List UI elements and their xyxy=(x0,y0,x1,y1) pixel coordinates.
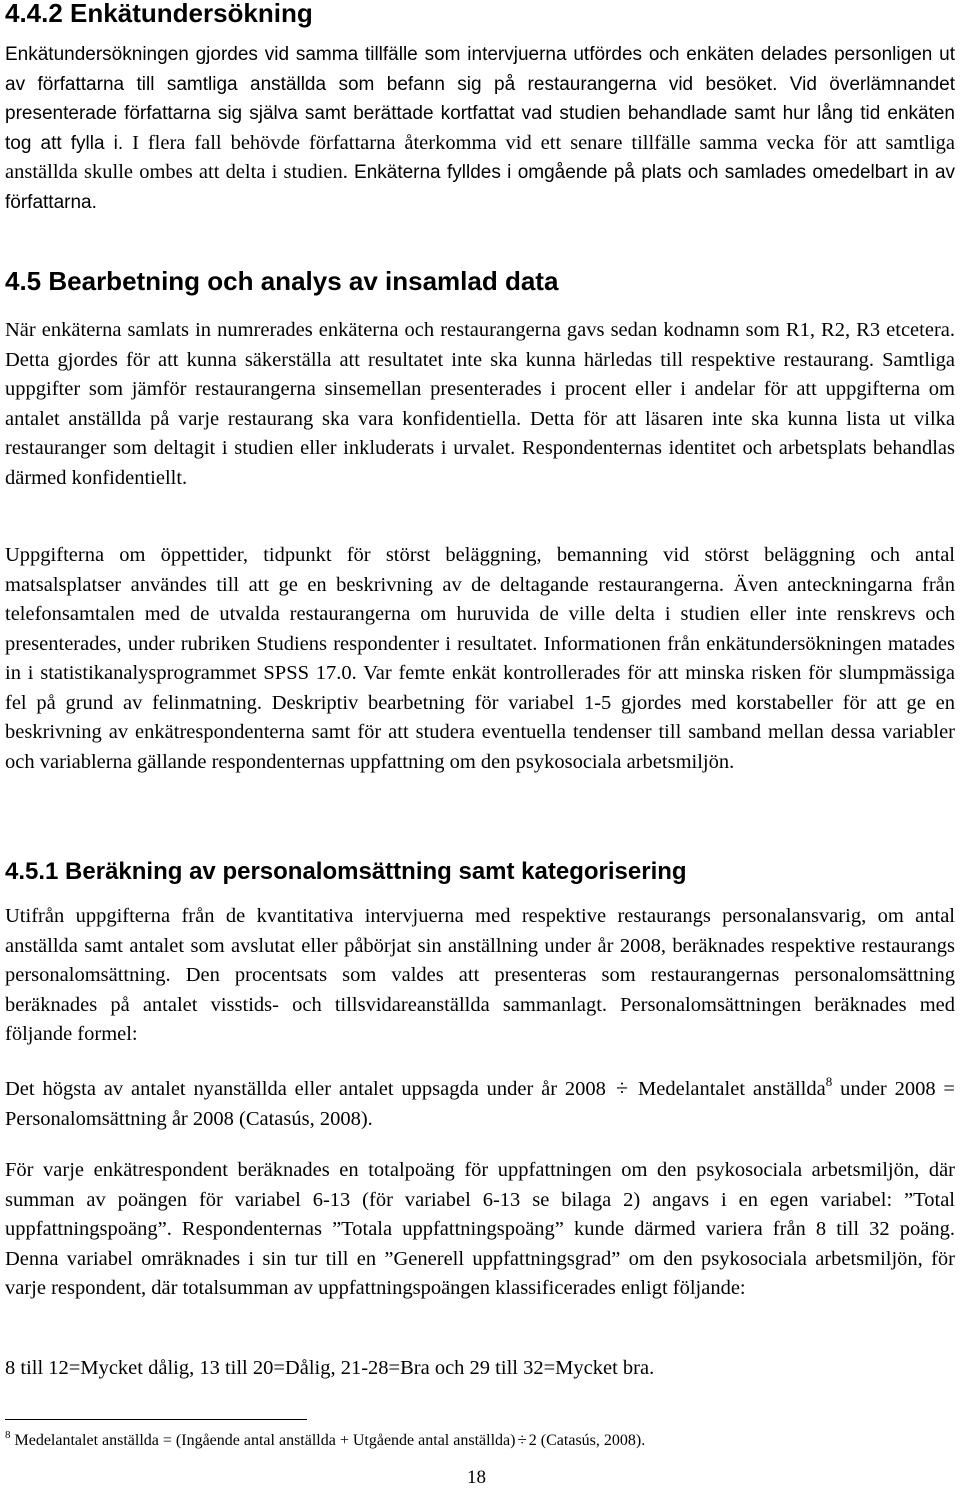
paragraph-survey-part-b: I flera fall behövde författarna återkomma vid ett senare tillfälle samma vecka för att samtliga anställda skulle ombes att delta i studien. xyxy=(5,131,956,183)
paragraph-processing-part-b: Detta gjordes för att kunna säkerställa att resultatet inte ska kunna härledas till respektive restaurang. Samtliga uppgifter som jämför restaurangerna sinsemellan presenterades i procent eller i andelar för att uppgifterna om antalet anställda på varje restaurang ska vara konfidentiella. Detta för att läsaren inte ska kunna lista ut vilka restauranger som deltagit i studien eller inkluderats i urvalet. Respondenternas identitet och arbetsplats behandlas därmed konfidentiellt. xyxy=(5,348,955,489)
footnote-division-symbol: ÷ xyxy=(517,1430,527,1449)
footnote-divider xyxy=(5,1419,307,1420)
paragraph-data-entry: Uppgifterna om öppettider, tidpunkt för störst beläggning, bemanning vid störst beläggning och antal matsalsplatser användes till att ge en beskrivning av de deltagande restaurangerna. Även anteckningarna från telefonsamtalen med de utvalda restaurangerna om huruvida de ville delta i studien eller inte renskrevs och presenterades, under rubriken Studiens respondenter i resultatet. Informationen från enkätundersökningen matades in i statistikanalysprogrammet SPSS 17.0. Var femte enkät kontrollerades för att minska risken för slumpmässiga fel på grund av felinmatning. Deskriptiv bearbetning för variabel 1-5 gjordes med korstabeller för att ge en beskrivning av enkätrespondenterna samt för att studera eventuella tendenser till samband mellan dessa variabler och variablerna gällande respondenternas uppfattning om den psykosociala arbetsmiljön. xyxy=(5,544,955,773)
footnote xyxy=(5,1429,955,1452)
paragraph-processing-part-a: När enkäterna samlats in numrerades enkäterna och restaurangerna gavs sedan kodnamn som R1, R2, R3 etcetera. xyxy=(5,319,955,341)
paragraph-classification: 8 till 12=Mycket dålig, 13 till 20=Dålig, 21-28=Bra och 29 till 32=Mycket bra. xyxy=(5,1357,655,1379)
section-heading-4-5: 4.5 Bearbetning och analys av insamlad data xyxy=(5,266,559,296)
paragraph-processing xyxy=(5,316,955,493)
paragraph-survey-part-c: Enkäterna fylldes i omgående på plats och samlades omedelbart in av författarna. xyxy=(5,162,956,213)
formula-part-3: under 2008 = Personalomsättning år 2008 (Catasús, 2008). xyxy=(5,1078,955,1130)
formula-part-2: Medelantalet anställda xyxy=(638,1078,826,1100)
section-heading-4-4-2: 4.4.2 Enkätundersökning xyxy=(5,0,313,28)
footnote-reference: 8 xyxy=(825,1074,833,1089)
page-number: 18 xyxy=(467,1467,486,1488)
formula xyxy=(5,1073,955,1134)
section-heading-4-5-1: 4.5.1 Beräkning av personalomsättning samt kategorisering xyxy=(5,858,687,885)
paragraph-survey xyxy=(5,40,955,217)
footnote-text: Medelantalet anställda = (Ingående antal anställda + Utgående antal anställda) xyxy=(14,1432,516,1449)
division-symbol: ÷ xyxy=(615,1075,629,1100)
footnote-marker: 8 xyxy=(5,1429,11,1441)
paragraph-total-score: För varje enkätrespondent beräknades en totalpoäng för uppfattningen om den psykosociala arbetsmiljön, där summan av poängen för variabel 6-13 (för variabel 6-13 se bilaga 2) angavs i en egen variabel: ”Total uppfattningspoäng”. Respondenternas ”Totala uppfattningspoäng” kunde därmed variera från 8 till 32 poäng. Denna variabel omräknades i sin tur till en ”Generell uppfattningsgrad” om den psykosociala arbetsmiljön, för varje respondent, där totalsumman av uppfattningspoängen klassificerades enligt följande: xyxy=(5,1159,955,1299)
footnote-text-end: 2 (Catasús, 2008). xyxy=(528,1432,646,1449)
paragraph-turnover: Utifrån uppgifterna från de kvantitativa intervjuerna med respektive restaurangs personalansvarig, om antal anställda samt antalet som avslutat eller påbörjat sin anställning under år 2008, beräknades respektive restaurangs personalomsättning. Den procentsats som valdes att presenteras som restaurangernas personalomsättning beräknades på antalet visstids- och tillsvidareanställda sammanlagt. Personalomsättningen beräknades med följande formel: xyxy=(5,905,955,1045)
document-page xyxy=(5,0,955,1496)
formula-part-1: Det högsta av antalet nyanställda eller antalet uppsagda under år 2008 xyxy=(5,1078,606,1100)
paragraph-survey-part-a: Enkätundersökningen gjordes vid samma tillfälle som intervjuerna utfördes och enkäten delades personligen ut av författarna till samtliga anställda som befann sig på restaurangerna vid besöket. Vid överlämnandet presenterade författarna sig själva samt berättade kortfattat vad studien behandlade samt hur lång tid enkäten tog att fylla i. xyxy=(5,44,955,154)
